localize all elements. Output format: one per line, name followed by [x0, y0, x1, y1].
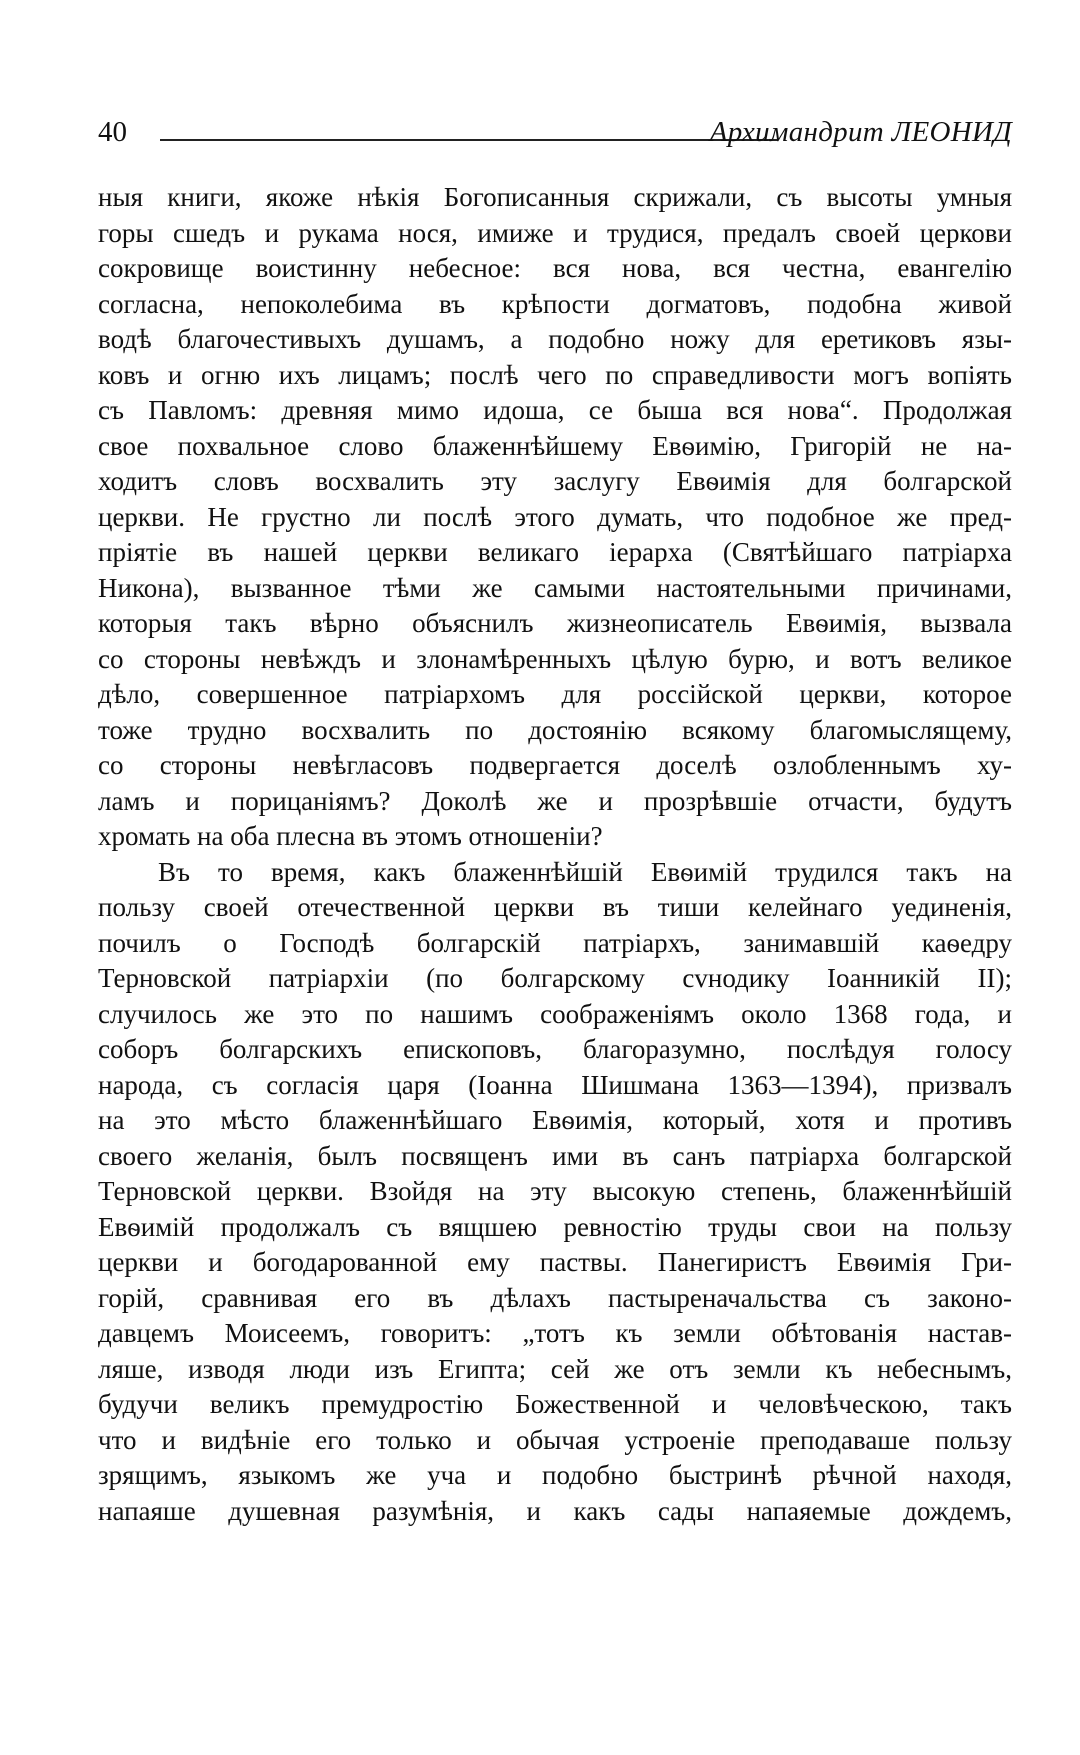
text-line: церкви. Не грустно ли послѣ этого думать, что подобное же пред- — [98, 501, 1012, 532]
text-line: которыя такъ вѣрно объяснилъ жизнеописатель Евѳимія, вызвала — [98, 608, 1012, 638]
text-line: пользу своей отечественной церкви въ тиши келейнаго уединенія, — [98, 892, 1012, 922]
text-line: согласна, непоколебима въ крѣпости догматовъ, подобна живой — [98, 288, 1012, 319]
text-line: напаяше душевная разумѣнія, и какъ сады напаяемые дождемъ, — [98, 1495, 1012, 1526]
text-line: съ Павломъ: древняя мимо идоша, се быша вся нова“. Продолжая — [98, 395, 1012, 425]
text-line: со стороны невѣждъ и злонамѣренныхъ цѣлую бурю, и вотъ великое — [98, 643, 1012, 674]
paragraph-end-line: хромать на оба плесна въ этомъ отношеніи? — [98, 821, 603, 851]
page-number: 40 — [98, 116, 127, 148]
text-line: тоже трудно восхвалить по достоянію всякому благомыслящему, — [98, 714, 1012, 745]
text-line: свое похвальное слово блаженнѣйшему Евѳимію, Григорій не на- — [98, 430, 1012, 461]
body-text — [98, 180, 1012, 1529]
text-line: ходитъ словъ восхвалить эту заслугу Евѳимія для болгарской — [98, 466, 1012, 496]
text-line: давцемъ Моисеемъ, говоритъ: „тотъ къ земли обѣтованія настав- — [98, 1318, 1012, 1348]
text-line: сокровище воистинну небесное: вся нова, вся честна, евангелію — [98, 253, 1012, 283]
text-line: дѣло, совершенное патріархомъ для россійской церкви, которое — [98, 679, 1012, 709]
running-title: Архимандрит ЛЕОНИД — [709, 116, 1012, 148]
text-line: на это мѣсто блаженнѣйшаго Евѳимія, который, хотя и противъ — [98, 1105, 1012, 1135]
text-line: зрящимъ, языкомъ же уча и подобно быстринѣ рѣчной находя, — [98, 1460, 1012, 1490]
text-line: будучи великъ премудростію Божественной и человѣческою, такъ — [98, 1389, 1012, 1419]
text-line: церкви и богодарованной ему паствы. Панегиристъ Евѳимія Гри- — [98, 1247, 1012, 1277]
text-line: что и видѣніе его только и обычая устроеніе преподаваше пользу — [98, 1424, 1012, 1455]
text-line: горы сшедъ и рукама нося, имиже и трудися, предалъ своей церкови — [98, 217, 1012, 248]
text-line: своего желанія, былъ посвященъ ими въ санъ патріарха болгарской — [98, 1140, 1012, 1171]
text-line: водѣ благочестивыхъ душамъ, а подобно ножу для еретиковъ язы- — [98, 324, 1012, 354]
header-rule — [160, 139, 778, 141]
text-line: соборъ болгарскихъ епископовъ, благоразумно, послѣдуя голосу — [98, 1034, 1012, 1064]
text-line: ляше, изводя люди изъ Египта; сей же отъ земли къ небеснымъ, — [98, 1353, 1012, 1384]
text-line: Евѳимій продолжалъ съ вящшею ревностію труды свои на пользу — [98, 1211, 1012, 1242]
page-header — [98, 112, 1012, 156]
text-line: ковъ и огню ихъ лицамъ; послѣ чего по справедливости могъ вопіять — [98, 359, 1012, 390]
text-line: пріятіе въ нашей церкви великаго іерарха (Святѣйшаго патріарха — [98, 537, 1012, 567]
text-line: со стороны невѣгласовъ подвергается доселѣ озлобленнымъ ху- — [98, 750, 1012, 780]
paragraph-first-line: Въ то время, какъ блаженнѣйшій Евѳимій трудился такъ на — [158, 856, 1012, 887]
text-line: ламъ и порицаніямъ? Доколѣ же и прозрѣвшіе отчасти, будутъ — [98, 785, 1012, 816]
text-line: случилось же это по нашимъ соображеніямъ около 1368 года, и — [98, 998, 1012, 1029]
text-line: Терновской церкви. Взойдя на эту высокую степень, блаженнѣйшій — [98, 1176, 1012, 1206]
text-line: ныя книги, якоже нѣкія Богописанныя скрижали, съ высоты умныя — [98, 182, 1012, 212]
text-line: горій, сравнивая его въ дѣлахъ пастыреначальства съ законо- — [98, 1282, 1012, 1313]
text-line: почилъ о Господѣ болгарскій патріархъ, занимавшій каѳедру — [98, 927, 1012, 958]
text-line: Терновской патріархіи (по болгарскому сvнодику Іоанникій II); — [98, 963, 1012, 993]
text-line: Никона), вызванное тѣми же самыми настоятельными причинами, — [98, 572, 1012, 603]
text-line: народа, съ согласія царя (Іоанна Шишмана 1363—1394), призвалъ — [98, 1069, 1012, 1100]
